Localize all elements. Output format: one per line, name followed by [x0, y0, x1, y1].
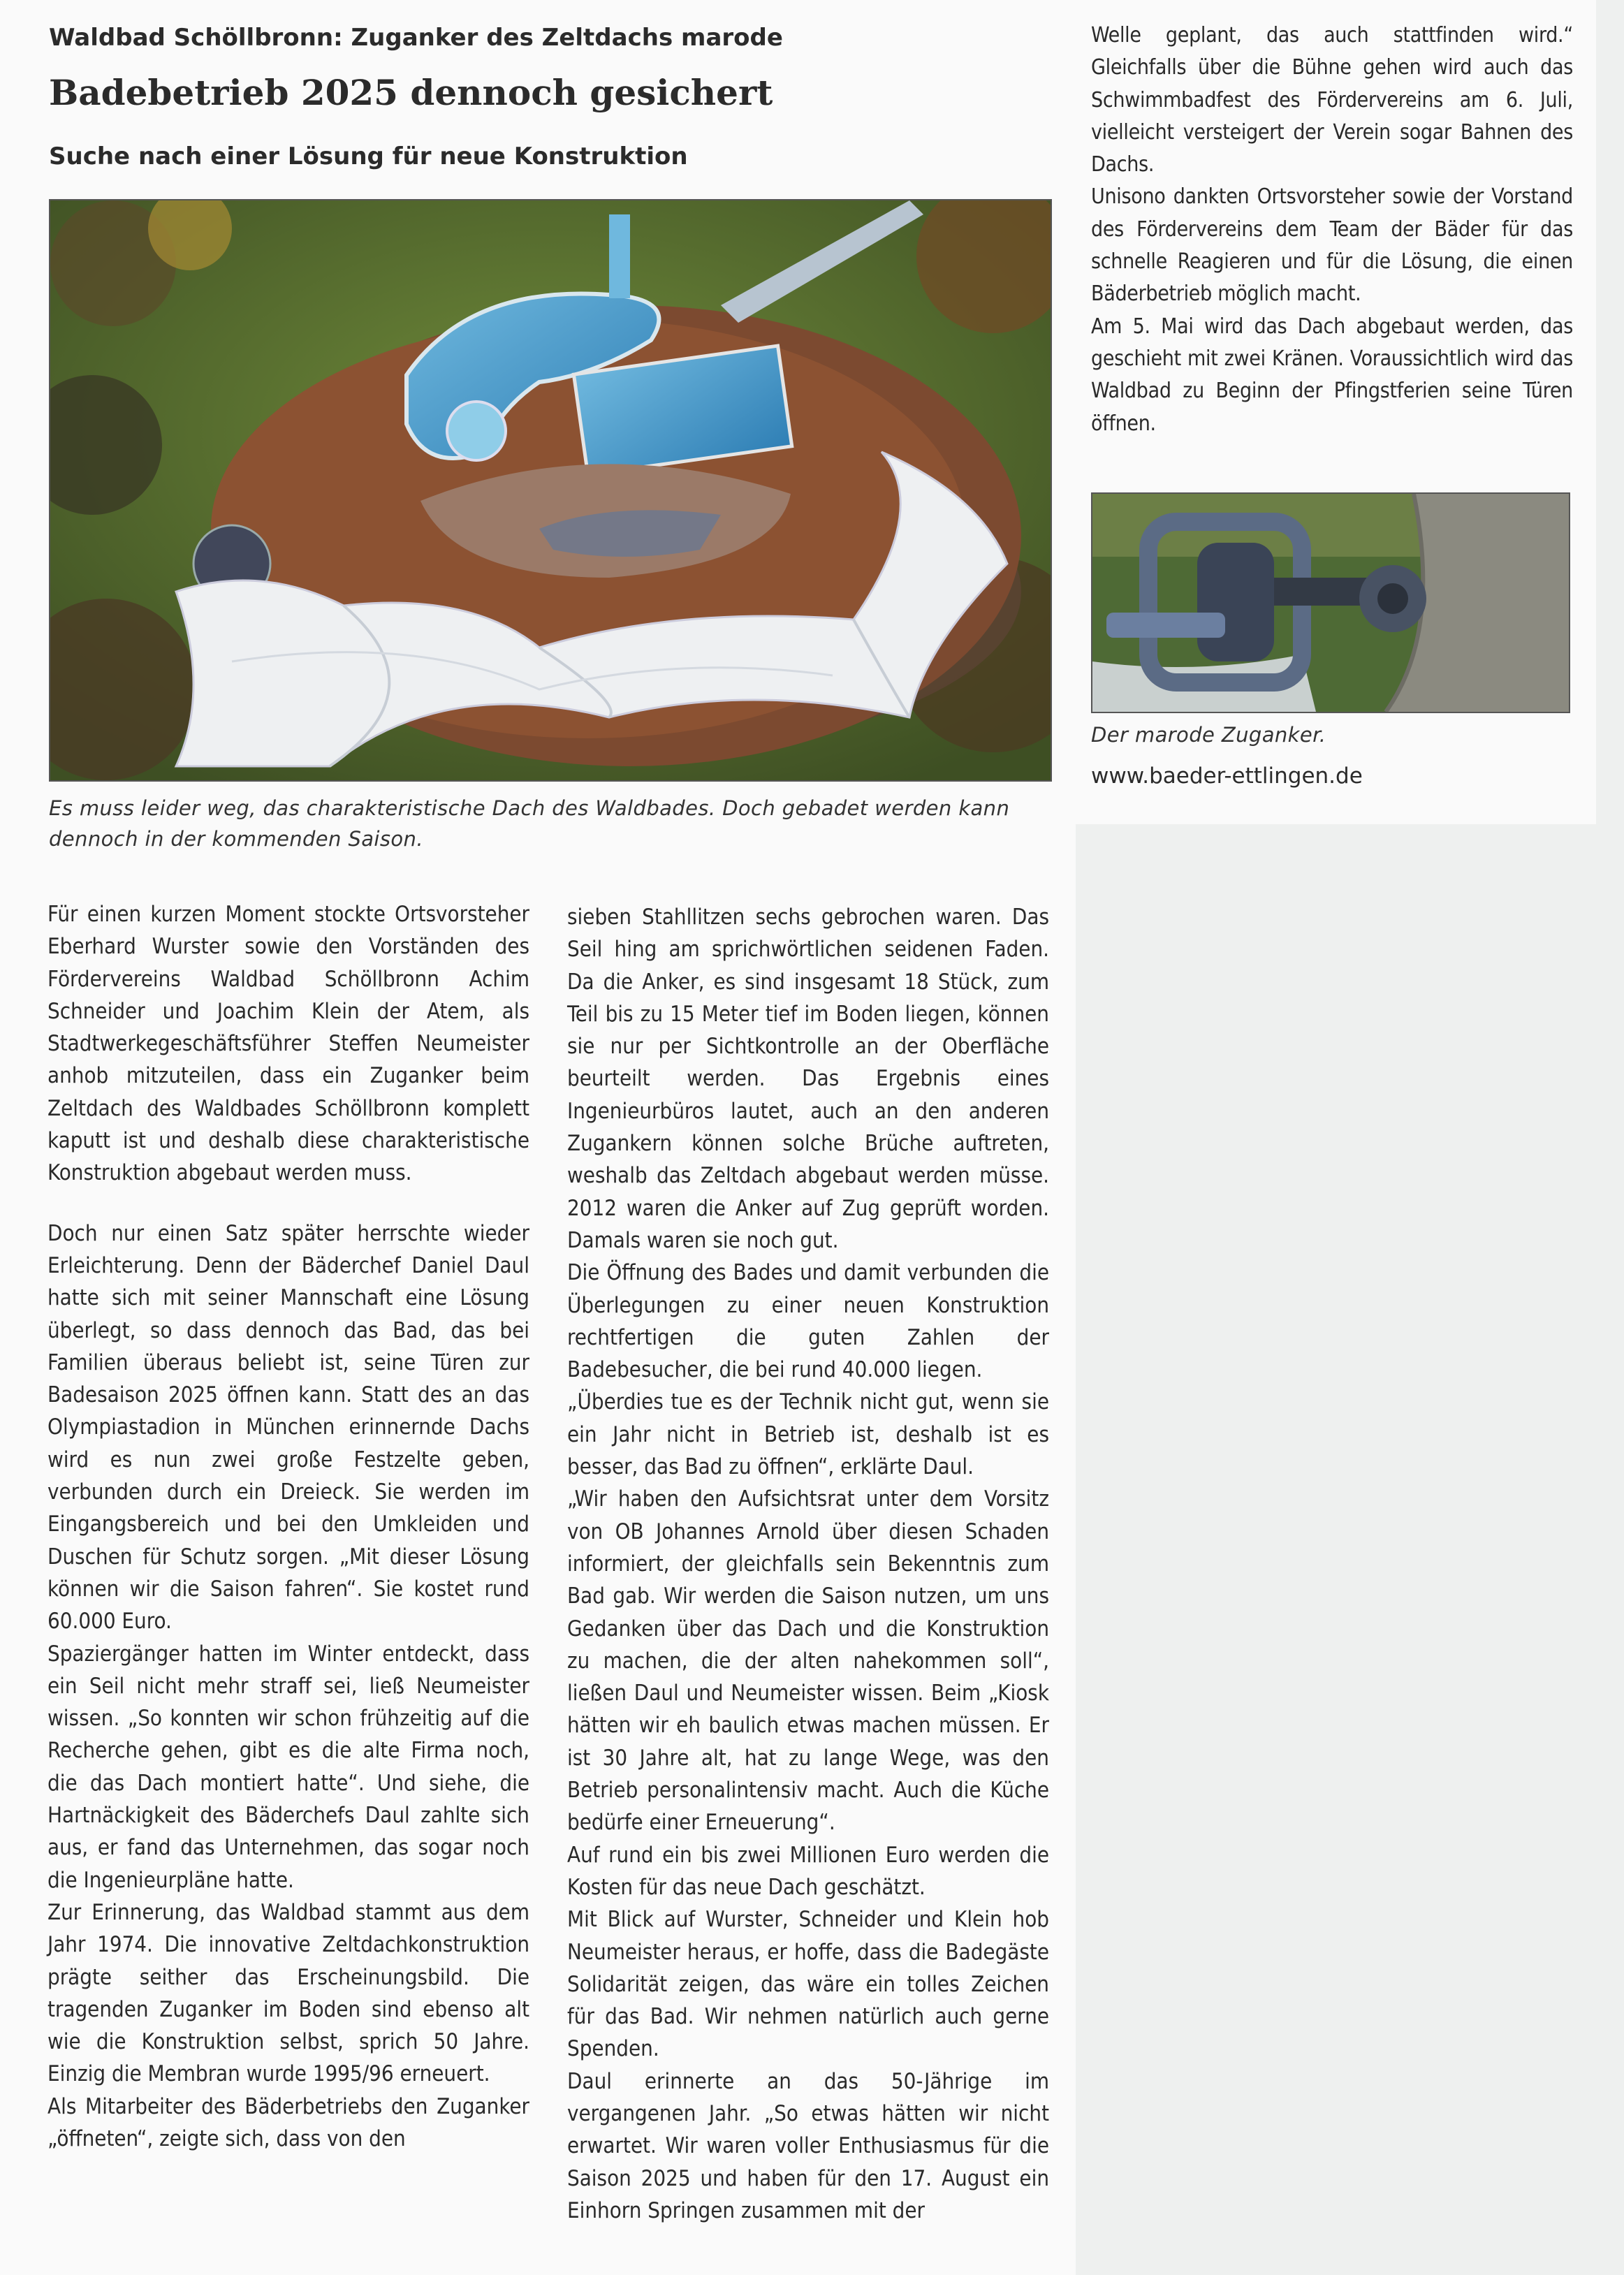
paragraph: Auf rund ein bis zwei Millionen Euro werden die Kosten für das neue Dach geschätzt. — [567, 1842, 1049, 1900]
website-link[interactable]: www.baeder-ettlingen.de — [1091, 763, 1363, 789]
paragraph: Doch nur einen Satz später herrschte wieder Erleichterung. Denn der Bäderchef Daniel Daul hatte sich mit seiner Mannschaft eine Lösung überlegt, so dass dennoch das Bad, das bei Familien überaus beliebt ist, seine Türen zur Badesaison 2025 öffnen kann. Statt des an das Olympiastadion in München erinnernde Dachs wird es nun zwei große Festzelte geben, verbunden durch ein Dreieck. Sie werden im Eingangsbereich und bei den Umkleiden und Duschen für Schutz sorgen. „Mit dieser Lösung können wir die Saison fahren“. Sie kostet rund 60.000 Euro. — [47, 1220, 529, 1634]
paragraph: Am 5. Mai wird das Dach abgebaut werden, das geschieht mit zwei Kränen. Voraussichtlich wird das Waldbad zu Beginn der Pfingstferien seine Türen öffnen. — [1091, 314, 1573, 436]
paragraph: Zur Erinnerung, das Waldbad stammt aus dem Jahr 1974. Die innovative Zeltdachkonstruktion prägte seither das Erscheinungsbild. Die tragenden Zuganker im Boden sind ebenso alt wie die Konstruktion selbst, sprich 50 Jahre. Einzig die Membran wurde 1995/96 erneuert. — [47, 1899, 529, 2087]
paragraph: Daul erinnerte an das 50-Jährige im vergangenen Jahr. „So etwas hätten wir nicht erwartet. Wir waren voller Enthusiasmus für die Saison 2025 und haben für den 17. August ein Einhorn Springen zusammen mit der — [567, 2068, 1049, 2223]
paragraph: Unisono dankten Ortsvorsteher sowie der Vorstand des Fördervereins dem Team der Bäder für das schnelle Reagieren und für die Lösung, die einen Bäderbetrieb möglich macht. — [1091, 184, 1573, 307]
paragraph: Die Öffnung des Bades und damit verbunden die Überlegungen zu einer neuen Konstruktion rechtfertigen die guten Zahlen der Badebesucher, die bei rund 40.000 liegen. — [567, 1260, 1049, 1383]
paragraph: Mit Blick auf Wurster, Schneider und Klein hob Neumeister heraus, er hoffe, dass die Badegäste Solidarität zeigen, das wäre ein tolles Zeichen für das Bad. Wir nehmen natürlich auch gerne Spenden. — [567, 1907, 1049, 2062]
aerial-pool-photo — [49, 199, 1052, 782]
paragraph: „Wir haben den Aufsichtsrat unter dem Vorsitz von OB Johannes Arnold über diesen Schaden informiert, der gleichfalls sein Bekenntnis zum Bad gab. Wir werden die Saison nutzen, um uns Gedanken über das Dach und die Konstruktion zu machen, die der alten nahekommen soll“, ließen Daul und Neumeister wissen. Beim „Kiosk hätten wir eh baulich etwas machen müssen. Er ist 30 Jahre alt, hat zu lange Wege, was den Betrieb personalintensiv macht. Auch die Küche bedürfe einer Erneuerung“. — [567, 1486, 1049, 1836]
paragraph: Spaziergänger hatten im Winter entdeckt, dass ein Seil nicht mehr straff sei, ließ Neumeister wissen. „So konnten wir schon frühzeitig auf die Recherche gehen, gibt es die alte Firma noch, die das Dach montiert hatte“. Und siehe, die Hartnäckigkeit des Bäderchefs Daul zahlte sich aus, er fand das Unternehmen, das sogar noch die Ingenieurpläne hatte. — [47, 1641, 529, 1893]
paragraph: „Überdies tue es der Technik nicht gut, wenn sie ein Jahr nicht in Betrieb ist, deshalb ist es besser, das Bad zu öffnen“, erklärte Daul. — [567, 1389, 1049, 1480]
article-column-1 — [47, 898, 529, 2155]
paragraph: Als Mitarbeiter des Bäderbetriebs den Zuganker „öffneten“, zeigte sich, dass von den — [47, 2093, 529, 2151]
article-subheadline: Suche nach einer Lösung für neue Konstruktion — [49, 142, 688, 170]
paragraph: Welle geplant, das auch stattfinden wird.“ Gleichfalls über die Bühne gehen wird auch das Schwimmbadfest des Fördervereins am 6. Juli, vielleicht versteigert der Verein sogar Bahnen des Dachs. — [1091, 23, 1573, 177]
article-headline: Badebetrieb 2025 dennoch gesichert — [49, 72, 773, 113]
main-photo-caption: Es muss leider weg, das charakteristische Dach des Waldbades. Doch gebadet werden kann dennoch in der kommenden Saison. — [49, 796, 1010, 851]
article-kicker: Waldbad Schöllbronn: Zuganker des Zeltdachs marode — [49, 24, 783, 52]
paragraph: sieben Stahllitzen sechs gebrochen waren. Das Seil hing am sprichwörtlichen seidenen Faden. Da die Anker, es sind insgesamt 18 Stück, zum Teil bis zu 15 Meter tief im Boden liegen, können sie nur per Sichtkontrolle an der Oberfläche beurteilt werden. Das Ergebnis eines Ingenieurbüros lautet, auch an den anderen Zugankern können solche Brüche auftreten, weshalb das Zeltdach abgebaut werden müsse. 2012 waren die Anker auf Zug geprüft worden. Damals waren sie noch gut. — [567, 905, 1049, 1253]
paragraph: Für einen kurzen Moment stockte Ortsvorsteher Eberhard Wurster sowie den Vorständen des Fördervereins Waldbad Schöllbronn Achim Schneider und Joachim Klein der Atem, als Stadtwerkegeschäftsführer Steffen Neumeister anhob mitzuteilen, dass ein Zuganker beim Zeltdach des Waldbades Schöllbronn komplett kaputt ist und deshalb diese charakteristische Konstruktion abgebaut werden muss. — [47, 902, 529, 1186]
tie-rod-anchor-photo — [1091, 492, 1570, 713]
article-column-2 — [567, 901, 1049, 2227]
article-column-3 — [1091, 20, 1573, 440]
anchor-photo-caption: Der marode Zuganker. — [1091, 723, 1326, 747]
